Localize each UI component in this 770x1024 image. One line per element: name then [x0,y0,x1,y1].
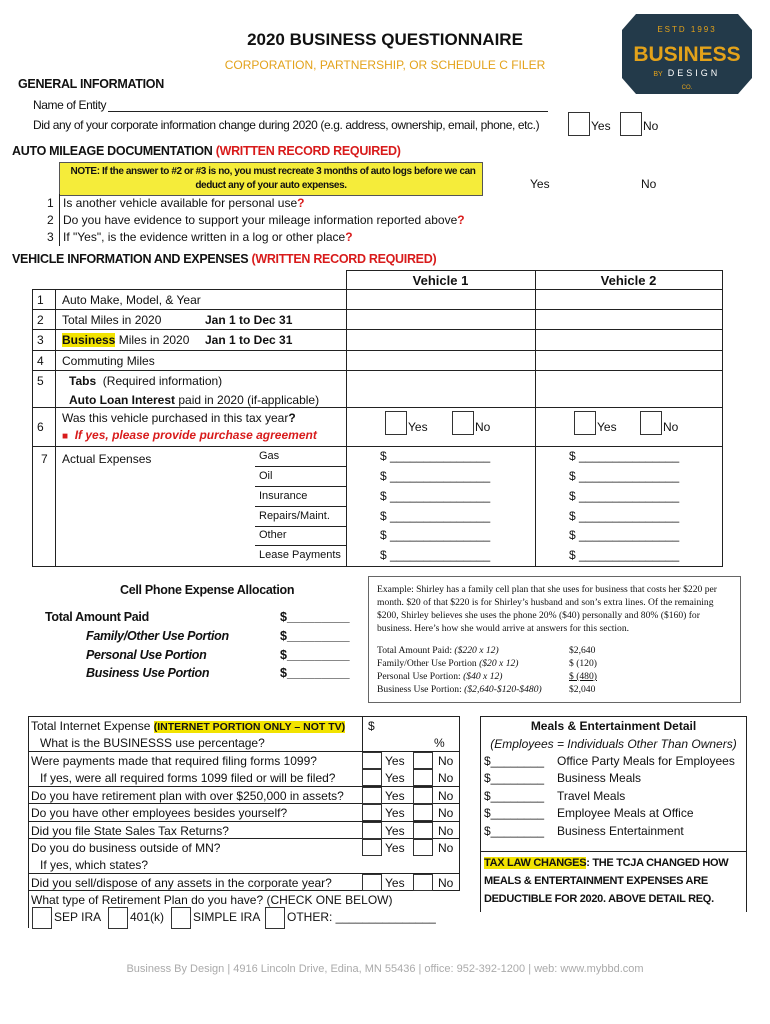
mileage-q2-qmark: ? [457,213,465,227]
expense-grid-4 [255,526,346,527]
meals-travel-field[interactable]: $________ [484,789,545,803]
mileage-heading-required: (WRITTEN RECORD REQUIRED) [215,144,401,158]
expense-grid-3 [255,506,346,507]
row6-purchase-note [62,428,317,442]
vehicle2-header: Vehicle 2 [600,273,657,288]
qsalestax-no-label: No [438,824,454,838]
plan-sep-label: SEP IRA [54,910,102,924]
expense-grid-1 [255,466,346,467]
info-change-no-label: No [643,119,659,133]
internet-amount-field[interactable]: $ [368,719,375,733]
meals-travel-label: Travel Meals [557,789,626,803]
cell-ex-row2-label [377,658,519,669]
cell-ex-row1-text: Total Amount Paid: [377,645,455,656]
row3-label [62,333,189,347]
expense-insurance-label: Insurance [259,490,308,502]
plan-other-checkbox[interactable] [265,907,285,929]
meals-grid-mid [480,851,747,852]
internet-pct-label: What is the BUSINESSS use percentage? [40,736,265,750]
states-label: If yes, which states? [40,858,149,872]
row3-number: 3 [37,333,44,347]
internet-label [31,719,345,733]
mileage-q1 [63,196,304,210]
tax-law-text1: : THE TCJA CHANGED HOW [586,857,729,869]
sell-assets-yes-label: Yes [385,876,405,890]
mileage-q1-number: 1 [47,196,54,210]
cell-business-label: Business Use Portion [86,666,210,680]
lower-grid-h7 [28,890,460,891]
cell-total-field[interactable]: $_________ [280,610,350,624]
qretirement-label: Do you have retirement plan with over $250,000 in assets? [31,789,344,803]
vehicle-grid-bottom [32,566,723,567]
qoutside-mn-no-label: No [438,841,454,855]
vehicle-grid-top [346,270,723,271]
cell-personal-label: Personal Use Portion [86,648,207,662]
meals-heading: Meals & Entertainment Detail [530,719,697,733]
logo-estd-text: ESTD 1993 [657,25,717,34]
mileage-q1-qmark: ? [297,196,305,210]
row5-loan-bold: Auto Loan Interest [69,393,176,407]
vehicle-grid-v1 [346,270,347,567]
v2-gas-field[interactable]: $ _______________ [569,449,680,463]
expense-other-label: Other [259,529,287,541]
expense-lease-label: Lease Payments [259,549,341,561]
retirement-plan-label: What type of Retirement Plan do you have? (CHECK ONE BELOW) [31,893,393,907]
meals-business-label: Business Meals [557,771,642,785]
meals-subheading: (Employees = Individuals Other Than Owners) [490,737,737,751]
vehicle-grid-v2 [535,270,536,567]
qretirement-yes-label: Yes [385,789,405,803]
internet-pct-field[interactable]: % [434,736,445,750]
vehicle-grid-v3 [722,270,723,567]
qoutside-mn-label: Do you do business outside of MN? [31,841,221,855]
cell-ex-row1-calc: ($220 x 12) [454,645,499,656]
row5-number: 5 [37,374,44,388]
page-title: 2020 BUSINESS QUESTIONNAIRE [247,30,523,49]
mileage-col-no: No [641,177,657,191]
internet-highlight: (INTERNET PORTION ONLY – NOT TV) [153,721,346,733]
lower-grid-h1 [28,751,460,752]
v1-gas-field[interactable]: $ _______________ [380,449,491,463]
mileage-heading [12,144,401,158]
expense-grid-5 [255,545,346,546]
expense-grid-2 [255,486,346,487]
qretirement-no-label: No [438,789,454,803]
info-change-question: Did any of your corporate information change during 2020 (e.g. address, ownership, email, phone, etc.) [33,118,540,132]
meals-grid-top [480,716,747,717]
row6-qmark: ? [288,411,296,425]
sell-assets-label: Did you sell/dispose of any assets in the corporate year? [31,876,332,890]
vehicle-heading-text: VEHICLE INFORMATION AND EXPENSES [12,252,249,266]
lower-grid-h3 [28,803,460,804]
qsalestax-yes-label: Yes [385,824,405,838]
row5-loan-text: paid in 2020 (if-applicable) [175,393,320,407]
qsalestax-label: Did you file State Sales Tax Returns? [31,824,229,838]
plan-401k-label: 401(k) [130,910,165,924]
cell-ex-row3-label [377,671,503,682]
mileage-q3-text: If "Yes", is the evidence written in a log or other place [63,230,346,244]
q1099-label: Were payments made that required filing forms 1099? [31,754,317,768]
lower-grid-h6 [28,873,460,874]
cell-ex-row2-calc: ($20 x 12) [479,658,519,669]
logo-by-text: BY [653,71,663,78]
expense-oil-label: Oil [259,470,273,482]
cell-ex-row4-calc: ($2,640-$120-$480) [464,684,542,695]
v1-lease-field[interactable]: $ _______________ [380,548,491,562]
q1099-no-label: No [438,754,454,768]
row2-dates: Jan 1 to Dec 31 [205,313,293,327]
row6-number: 6 [37,420,44,434]
row3-business-highlight: Business [62,333,116,347]
plan-simple-checkbox[interactable] [171,907,191,929]
v2-other-field[interactable]: $ _______________ [569,528,680,542]
business-by-design-logo [622,12,752,96]
cell-family-label: Family/Other Use Portion [86,629,229,643]
v2-purchased-no-label: No [663,420,679,434]
v2-purchased-yes-checkbox[interactable] [574,411,596,435]
row2-label: Total Miles in 2020 [62,313,162,327]
meals-office-party-field[interactable]: $________ [484,754,545,768]
v2-purchased-no-checkbox[interactable] [640,411,662,435]
mileage-note-line2: deduct any of your auto expenses. [195,180,347,191]
row1-label: Auto Make, Model, & Year [62,293,201,307]
plan-other-field[interactable]: OTHER: _______________ [287,910,436,924]
qemployees-yes-label: Yes [385,806,405,820]
cell-ex-row3-value: $ (480) [569,671,597,682]
q1099-no-checkbox[interactable] [413,752,433,769]
qemployees-no-label: No [438,806,454,820]
sell-assets-no-label: No [438,876,454,890]
cell-ex-row3-text: Personal Use Portion: [377,671,464,682]
internet-label-text: Total Internet Expense [31,719,151,733]
qsalestax-yes-checkbox[interactable] [362,822,382,839]
v1-purchased-no-checkbox[interactable] [452,411,474,435]
cell-example-text: Example: Shirley has a family cell plan that she uses for business that costs her $220 per month. $20 of that $220 is for Shirley’s husband and son’s extra lines. Of the remaining $200, Shirley believes she uses the phone 20% ($40) personally and 80% ($160) for business. Here’s how she would arrive at answers for this section. [377,584,717,634]
plan-401k-checkbox[interactable] [108,907,128,929]
row2-number: 2 [37,313,44,327]
v2-oil-field[interactable]: $ _______________ [569,469,680,483]
vehicle-grid-h4 [32,370,723,371]
row4-number: 4 [37,354,44,368]
plan-sep-checkbox[interactable] [32,907,52,929]
mileage-divider [59,194,60,246]
entity-name-label: Name of Entity [33,98,107,112]
mileage-q3-qmark: ? [345,230,353,244]
qretirement-yes-checkbox[interactable] [362,787,382,804]
row5-label [69,374,222,388]
cell-ex-row1-label [377,645,499,656]
vehicle-grid-h3 [32,350,723,351]
meals-employee-label: Employee Meals at Office [557,806,694,820]
cell-ex-row4-text: Business Use Portion: [377,684,465,695]
vehicle-grid-numcol [55,289,56,567]
cell-business-field[interactable]: $_________ [280,666,350,680]
v1-purchased-yes-label: Yes [408,420,428,434]
v1-purchased-no-label: No [475,420,491,434]
cell-family-field[interactable]: $_________ [280,629,350,643]
qemployees-label: Do you have other employees besides yourself? [31,806,288,820]
info-change-no-checkbox[interactable] [620,112,642,136]
v1-oil-field[interactable]: $ _______________ [380,469,491,483]
qoutside-mn-no-checkbox[interactable] [413,839,433,856]
v1-insurance-field[interactable]: $ _______________ [380,489,491,503]
vehicle-grid-h5 [32,407,723,408]
v1-purchased-yes-checkbox[interactable] [385,411,407,435]
row6-purchase-text: If yes, please provide purchase agreement [74,428,317,442]
q1099-yes-checkbox[interactable] [362,752,382,769]
vehicle-grid-h2 [32,329,723,330]
qemployees-yes-checkbox[interactable] [362,804,382,821]
mileage-col-yes: Yes [530,177,550,191]
mileage-q2-number: 2 [47,213,54,227]
row3-label-text: Miles in 2020 [115,333,190,347]
q1099-filed-no-label: No [438,771,454,785]
q1099-filed-yes-label: Yes [385,771,405,785]
tax-law-line3: DEDUCTIBLE FOR 2020. ABOVE DETAIL REQ. [484,893,714,905]
vehicle-grid-left [32,289,33,567]
row5-tabs: Tabs [69,374,97,388]
mileage-q3-number: 3 [47,230,54,244]
cell-ex-row2-value: $ (120) [569,658,597,669]
tax-law-highlight: TAX LAW CHANGES [484,857,587,869]
expense-gas-label: Gas [259,450,280,462]
vehicle-grid-h6 [32,446,723,447]
meals-entertainment-field[interactable]: $________ [484,824,545,838]
row7-number: 7 [41,452,48,466]
info-change-yes-checkbox[interactable] [568,112,590,136]
page-footer: Business By Design | 4916 Lincoln Drive, Edina, MN 55436 | office: 952-392-1200 | web: www.mybbd.com [126,963,644,975]
vehicle-heading-required: (WRITTEN RECORD REQUIRED) [251,252,437,266]
expense-repairs-label: Repairs/Maint. [259,510,330,522]
cell-example-box [368,576,741,703]
tax-law-line1 [484,857,728,869]
qretirement-no-checkbox[interactable] [413,787,433,804]
cell-ex-row4-label [377,684,542,695]
cell-ex-row4-value: $2,040 [569,684,596,695]
q1099-filed-label: If yes, were all required forms 1099 filed or will be filed? [40,771,336,785]
cell-personal-field[interactable]: $_________ [280,648,350,662]
general-heading: GENERAL INFORMATION [18,77,164,91]
qoutside-mn-yes-label: Yes [385,841,405,855]
v2-insurance-field[interactable]: $ _______________ [569,489,680,503]
row6-bullet: ■ [62,431,69,442]
mileage-q2-text: Do you have evidence to support your mileage information reported above [63,213,458,227]
mileage-q2 [63,213,465,227]
meals-employee-field[interactable]: $________ [484,806,545,820]
row6-label [62,411,296,425]
mileage-q3 [63,230,353,244]
cell-heading: Cell Phone Expense Allocation [120,583,295,597]
row6-text: Was this vehicle purchased in this tax year [62,411,289,425]
page-subtitle: CORPORATION, PARTNERSHIP, OR SCHEDULE C FILER [224,58,546,72]
qoutside-mn-yes-checkbox[interactable] [362,839,382,856]
lower-grid-h2 [28,786,460,787]
logo-main-text: BUSINESS [633,43,741,66]
vehicle-heading [12,252,436,266]
row1-number: 1 [37,293,44,307]
mileage-q1-text: Is another vehicle available for personal use [63,196,298,210]
cell-ex-row3-calc: ($40 x 12) [463,671,503,682]
mileage-note-box [59,162,483,196]
cell-ex-row2-text: Family/Other Use Portion [377,658,480,669]
qemployees-no-checkbox[interactable] [413,804,433,821]
qsalestax-no-checkbox[interactable] [413,822,433,839]
meals-entertainment-label: Business Entertainment [557,824,684,838]
mileage-heading-text: AUTO MILEAGE DOCUMENTATION [12,144,213,158]
q1099-filed-yes-checkbox[interactable] [362,769,382,786]
vehicle-grid-h0 [32,289,723,290]
meals-business-field[interactable]: $________ [484,771,545,785]
v1-other-field[interactable]: $ _______________ [380,528,491,542]
row5-tabs-note: (Required information) [102,374,223,388]
lower-grid-dollar-divider [362,716,363,752]
vehicle1-header: Vehicle 1 [412,273,469,288]
sell-assets-no-checkbox[interactable] [413,874,433,891]
v2-lease-field[interactable]: $ _______________ [569,548,680,562]
logo-co-text: CO. [681,85,693,91]
lower-grid-top [28,716,460,717]
vehicle-grid-h1 [32,309,723,310]
lower-grid-h4 [28,821,460,822]
tax-law-line2: MEALS & ENTERTAINMENT EXPENSES ARE [484,875,708,887]
lower-grid-left [28,716,29,928]
info-change-yes-label: Yes [591,119,611,133]
row3-dates: Jan 1 to Dec 31 [205,333,293,347]
meals-office-party-label: Office Party Meals for Employees [557,754,735,768]
plan-simple-label: SIMPLE IRA [193,910,261,924]
logo-design-text: DESIGN [667,68,721,78]
v2-purchased-yes-label: Yes [597,420,617,434]
row4-label: Commuting Miles [62,354,155,368]
q1099-filed-no-checkbox[interactable] [413,769,433,786]
sell-assets-yes-checkbox[interactable] [362,874,382,891]
entity-name-field[interactable] [108,111,548,112]
mileage-note-line1: NOTE: If the answer to #2 or #3 is no, you must recreate 3 months of auto logs before we can [70,166,476,177]
v1-repairs-field[interactable]: $ _______________ [380,509,491,523]
lower-grid-h5 [28,838,460,839]
cell-ex-row1-value: $2,640 [569,645,596,656]
q1099-yes-label: Yes [385,754,405,768]
row7-label: Actual Expenses [62,452,152,466]
cell-total-label: Total Amount Paid [45,610,149,624]
v2-repairs-field[interactable]: $ _______________ [569,509,680,523]
row5-loan [69,393,319,407]
